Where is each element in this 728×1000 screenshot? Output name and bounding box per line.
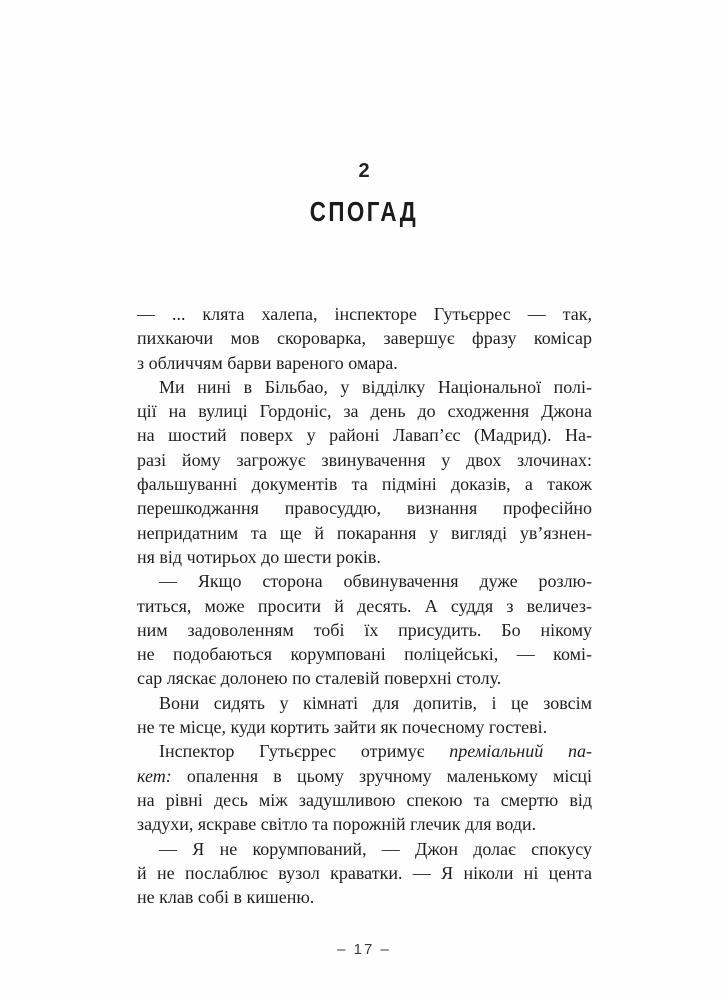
text-line: Ми нині в Більбао, у відділку Національної полі- [159,376,592,397]
text-line: не подобаються корумповані поліцейські, — комі- [137,644,592,665]
text-line: разі йому загрожує звинувачення у двох злочинах: [137,449,592,470]
chapter-title: СПОГАД [309,196,419,227]
text-line: сар ляскає долонею по сталевій поверхні столу. [137,668,502,689]
text-line: ня від чотирьох до шести років. [137,546,381,567]
text-line: пихкаючи мов скороварка, завершує фразу комісар [137,328,592,349]
italic-text: преміальний па- [449,741,592,762]
paragraph [137,739,592,836]
text-line: з обличчям барви вареного омара. [137,352,398,373]
text-line: на шостий поверх у районі Лавап’єс (Мадрид). На- [137,425,592,446]
body-text [137,302,592,909]
paragraph [137,569,592,690]
paragraph [137,837,592,910]
text-line: на рівні десь між задушливою спекою та смертю від [137,789,592,810]
text-line: ним задоволенням тобі їх присудить. Бо нікому [137,619,592,640]
text-line: Вони сидять у кімнаті для допитів, і це зовсім [159,692,592,713]
paragraph [137,302,592,375]
text-line: — Я не корумпований, — Джон долає спокусу [159,838,592,859]
text-line: кет: опалення в цьому зручному маленькому місці [137,765,592,786]
text-line: фальшуванні документів та підміні доказів, а також [137,474,592,495]
text-line: непридатним та ще й покарання у вигляді ув’язнен- [137,522,592,543]
italic-text: кет: [137,765,172,786]
text-line: Інспектор Гутьєррес отримує преміальний па- [159,741,592,762]
text-line: — Якщо сторона обвинувачення дуже розлю- [159,571,592,592]
text-line: не клав собі в кишеню. [137,887,315,908]
text-line: — ... клята халепа, інспекторе Гутьєррес — так, [137,304,592,324]
text-line: не те місце, куди кортить зайти як почесному гостеві. [137,717,548,738]
text-line: задухи, яскраве світло та порожній глечик для води. [137,814,537,835]
text-line: перешкоджання правосуддю, визнання професійно [137,498,592,519]
text-line: ції на вулиці Гордоніс, за день до сходження Джона [137,401,592,422]
text-line: титься, може просити й десять. А суддя з величез- [137,595,592,616]
page-number: – 17 – [337,941,391,958]
text-line: й не послаблює вузол краватки. — Я ніколи ні цента [137,862,592,883]
paragraph [137,691,592,740]
chapter-number: 2 [358,160,370,182]
paragraph [137,375,592,569]
